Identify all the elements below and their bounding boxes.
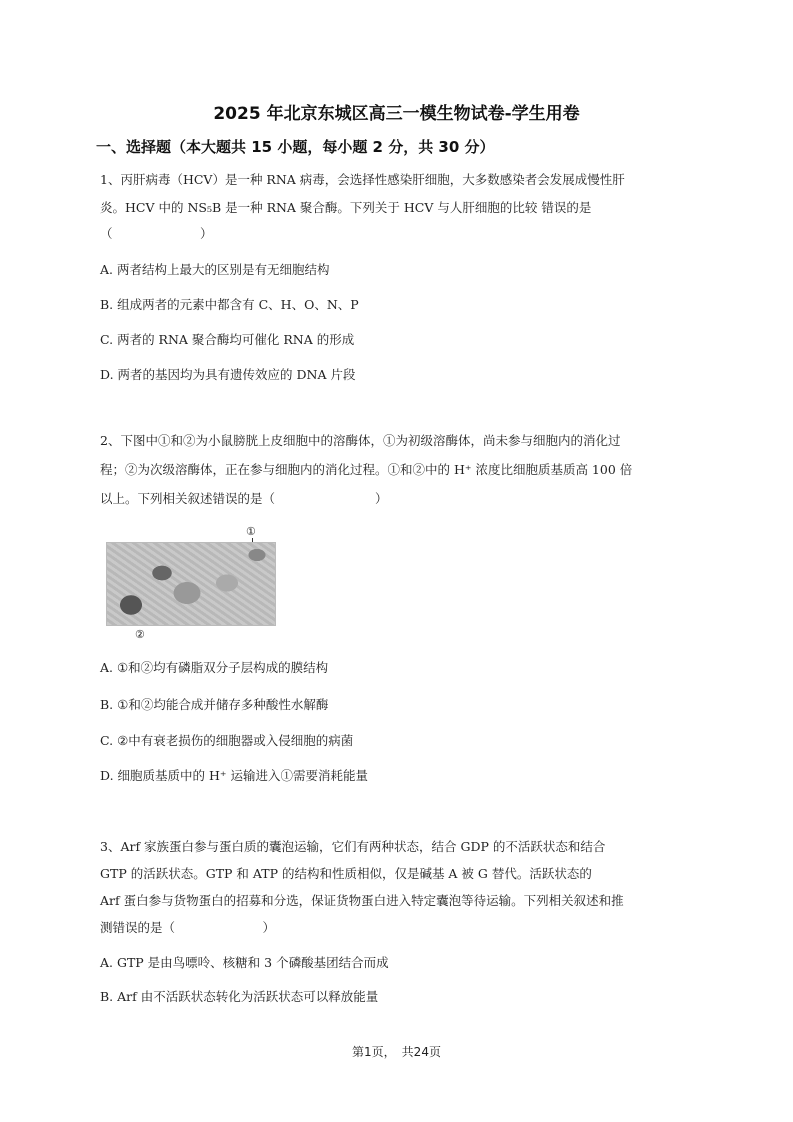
question-text: （ ） <box>100 226 213 241</box>
document-title: 2025 年北京东城区高三一模生物试卷-学生用卷 <box>213 104 580 124</box>
question-text: 1、丙肝病毒（HCV）是一种 RNA 病毒，会选择性感染肝细胞，大多数感染者会发展成慢性肝 <box>100 172 625 187</box>
option-b: B. Arf 由不活跃状态转化为活跃状态可以释放能量 <box>100 989 379 1004</box>
question-text: GTP 的活跃状态。GTP 和 ATP 的结构和性质相似，仅是碱基 A 被 G 替代。活跃状态的 <box>100 866 592 881</box>
option-b: B. 组成两者的元素中都含有 C、H、O、N、P <box>100 297 359 312</box>
figure-label-1: ① <box>246 525 256 538</box>
figure-label-2: ② <box>135 628 145 641</box>
question-text: 2、下图中①和②为小鼠膀胱上皮细胞中的溶酶体，①为初级溶酶体，尚未参与细胞内的消化过 <box>100 433 621 448</box>
question-text: 测错误的是（ ） <box>100 920 276 935</box>
option-b: B. ①和②均能合成并储存多种酸性水解酶 <box>100 697 329 712</box>
page-footer: 第1页， 共24页 <box>352 1045 441 1059</box>
section-heading: 一、选择题（本大题共 15 小题，每小题 2 分，共 30 分） <box>96 138 495 156</box>
question-text: 程；②为次级溶酶体，正在参与细胞内的消化过程。①和②中的 H⁺ 浓度比细胞质基质高 100 倍 <box>100 462 633 477</box>
option-c: C. ②中有衰老损伤的细胞器或入侵细胞的病菌 <box>100 733 354 748</box>
question-text: 3、Arf 家族蛋白参与蛋白质的囊泡运输，它们有两种状态，结合 GDP 的不活跃状态和结合 <box>100 839 606 854</box>
lysosome-micrograph <box>106 542 276 626</box>
option-d: D. 细胞质基质中的 H⁺ 运输进入①需要消耗能量 <box>100 768 368 783</box>
option-a: A. GTP 是由鸟嘌呤、核糖和 3 个磷酸基团结合而成 <box>100 955 389 970</box>
option-a: A. ①和②均有磷脂双分子层构成的膜结构 <box>100 660 329 675</box>
question-text: Arf 蛋白参与货物蛋白的招募和分选，保证货物蛋白进入特定囊泡等待运输。下列相关叙述和推 <box>100 893 624 908</box>
option-a: A. 两者结构上最大的区别是有无细胞结构 <box>100 262 330 277</box>
question-text: 炎。HCV 中的 NS₅B 是一种 RNA 聚合酶。下列关于 HCV 与人肝细胞的比较 错误的是 <box>100 200 592 215</box>
option-d: D. 两者的基因均为具有遗传效应的 DNA 片段 <box>100 367 356 382</box>
option-c: C. 两者的 RNA 聚合酶均可催化 RNA 的形成 <box>100 332 355 347</box>
question-text: 以上。下列相关叙述错误的是（ ） <box>100 491 388 506</box>
